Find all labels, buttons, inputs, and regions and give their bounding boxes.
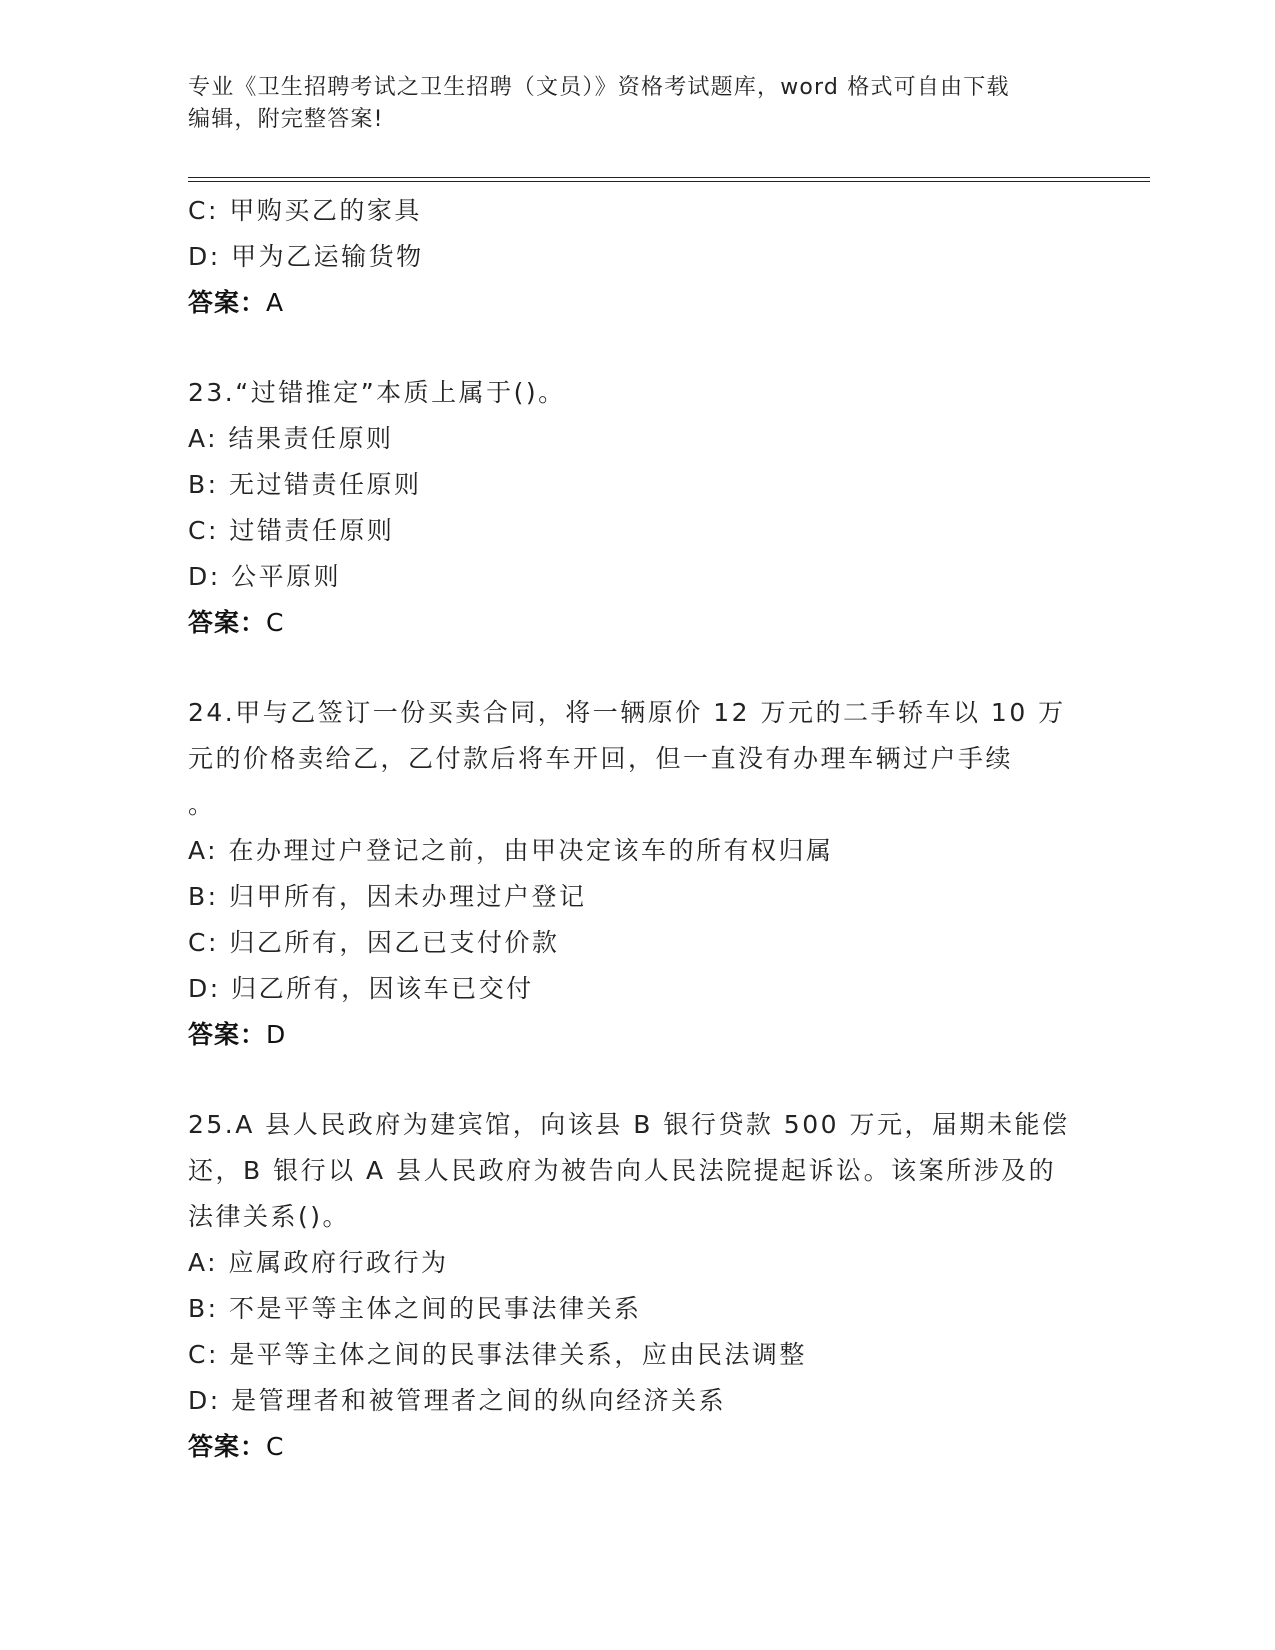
option-b: B: 不是平等主体之间的民事法律关系	[188, 1294, 642, 1323]
answer-label: 答案：	[188, 288, 267, 317]
spacer	[188, 1058, 1088, 1102]
spacer	[188, 326, 1088, 370]
header-line-2: 编辑，附完整答案!	[188, 107, 384, 132]
question-25	[188, 1102, 1088, 1470]
question-stem-line-1: 24.甲与乙签订一份买卖合同，将一辆原价 12 万元的二手轿车以 10 万	[188, 698, 1066, 727]
option-c: C: 是平等主体之间的民事法律关系，应由民法调整	[188, 1340, 807, 1369]
option-b: B: 归甲所有，因未办理过户登记	[188, 882, 587, 911]
question-stem-line-1: 25.A 县人民政府为建宾馆，向该县 B 银行贷款 500 万元，届期未能偿	[188, 1110, 1070, 1139]
answer-label: 答案：	[188, 1432, 267, 1461]
header-divider-top	[188, 177, 1150, 178]
option-c: C: 过错责任原则	[188, 516, 395, 545]
question-stem-line-3: 。	[188, 790, 216, 819]
spacer	[188, 646, 1088, 690]
option-a: A: 应属政府行政行为	[188, 1248, 449, 1277]
header-line-1: 专业《卫生招聘考试之卫生招聘（文员）》资格考试题库，word 格式可自由下载	[188, 75, 1010, 100]
question-24	[188, 690, 1088, 1058]
answer-line	[188, 1424, 1088, 1470]
question-stem-line-2: 还，B 银行以 A 县人民政府为被告向人民法院提起诉讼。该案所涉及的	[188, 1156, 1057, 1185]
option-a: A: 结果责任原则	[188, 424, 394, 453]
answer-line	[188, 600, 1088, 646]
question-23	[188, 370, 1088, 646]
option-d: D: 公平原则	[188, 562, 342, 591]
document-header	[188, 72, 1068, 136]
answer-value: C	[266, 1432, 285, 1461]
option-d: D: 归乙所有，因该车已交付	[188, 974, 534, 1003]
answer-value: C	[266, 608, 285, 637]
answer-line	[188, 280, 1088, 326]
option-c: C: 甲购买乙的家具	[188, 196, 422, 225]
question-list	[188, 188, 1088, 1470]
option-b: B: 无过错责任原则	[188, 470, 422, 499]
option-c: C: 归乙所有，因乙已支付价款	[188, 928, 560, 957]
question-stem: 23.“过错推定”本质上属于()。	[188, 378, 566, 407]
question-stem-line-3: 法律关系()。	[188, 1202, 351, 1231]
option-a: A: 在办理过户登记之前，由甲决定该车的所有权归属	[188, 836, 834, 865]
option-d: D: 是管理者和被管理者之间的纵向经济关系	[188, 1386, 727, 1415]
answer-value: D	[266, 1020, 287, 1049]
answer-value: A	[266, 288, 285, 317]
answer-line	[188, 1012, 1088, 1058]
question-22-continued	[188, 188, 1088, 326]
header-divider-bottom	[188, 181, 1150, 182]
answer-label: 答案：	[188, 608, 267, 637]
question-stem-line-2: 元的价格卖给乙，乙付款后将车开回，但一直没有办理车辆过户手续	[188, 744, 1014, 773]
option-d: D: 甲为乙运输货物	[188, 242, 424, 271]
answer-label: 答案：	[188, 1020, 267, 1049]
